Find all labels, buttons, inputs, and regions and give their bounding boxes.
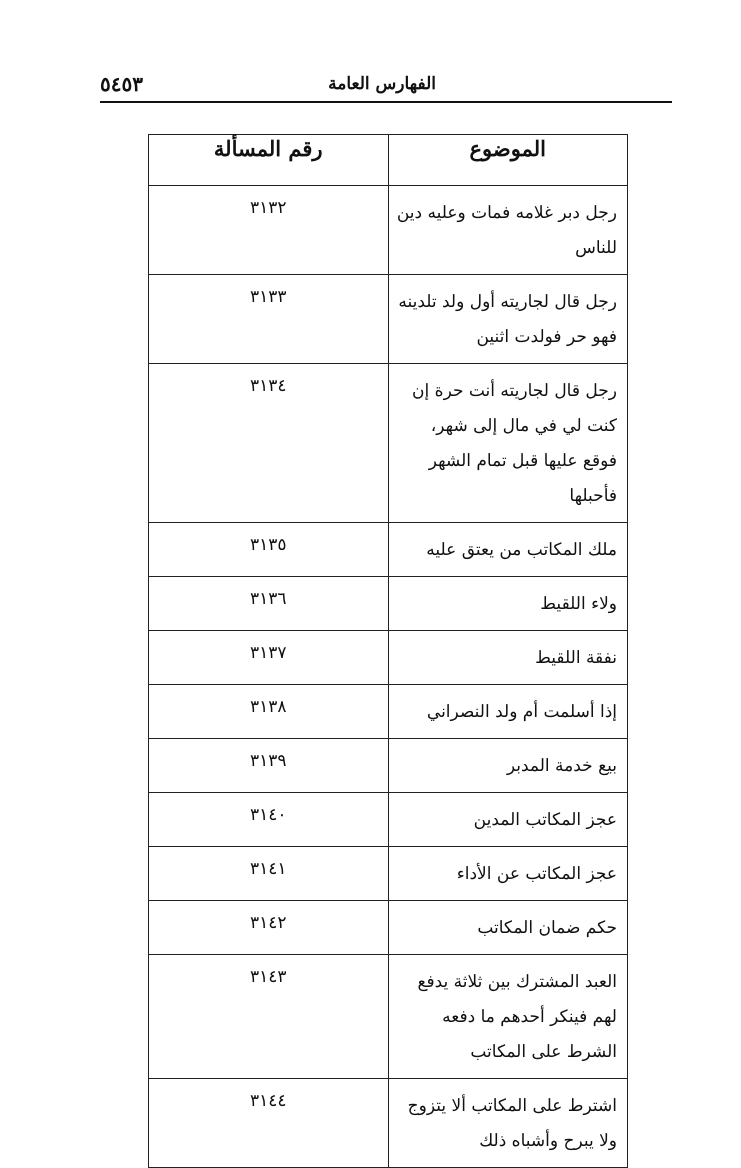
subject-cell: ولاء اللقيط [388, 577, 628, 631]
page-header [100, 72, 672, 102]
table-row [149, 275, 628, 364]
number-cell: ٣١٤٢ [149, 901, 389, 955]
number-cell: ٣١٣٦ [149, 577, 389, 631]
table-row [149, 186, 628, 275]
table-row [149, 955, 628, 1079]
subject-cell: رجل دبر غلامه فمات وعليه دين للناس [388, 186, 628, 275]
subject-cell: رجل قال لجاريته أنت حرة إن كنت لي في مال إلى شهر، فوقع عليها قبل تمام الشهر فأحبلها [388, 364, 628, 523]
table-row [149, 1079, 628, 1168]
number-cell: ٣١٣٢ [149, 186, 389, 275]
table-row [149, 793, 628, 847]
subject-cell: رجل قال لجاريته أول ولد تلدينه فهو حر فولدت اثنين [388, 275, 628, 364]
table-row [149, 685, 628, 739]
number-cell: ٣١٤٠ [149, 793, 389, 847]
subject-cell: العبد المشترك بين ثلاثة يدفع لهم فينكر أحدهم ما دفعه الشرط على المكاتب [388, 955, 628, 1079]
subject-cell: نفقة اللقيط [388, 631, 628, 685]
number-cell: ٣١٣٧ [149, 631, 389, 685]
subject-cell: عجز المكاتب المدين [388, 793, 628, 847]
column-header-subject: الموضوع [388, 135, 628, 186]
table-row [149, 364, 628, 523]
number-cell: ٣١٣٣ [149, 275, 389, 364]
table-row [149, 523, 628, 577]
index-table [148, 134, 628, 1168]
table-row [149, 739, 628, 793]
subject-cell: حكم ضمان المكاتب [388, 901, 628, 955]
column-header-number: رقم المسألة [149, 135, 389, 186]
subject-cell: ملك المكاتب من يعتق عليه [388, 523, 628, 577]
table-row [149, 901, 628, 955]
table-row [149, 631, 628, 685]
number-cell: ٣١٤١ [149, 847, 389, 901]
subject-cell: اشترط على المكاتب ألا يتزوج ولا يبرح وأشباه ذلك [388, 1079, 628, 1168]
table-row [149, 847, 628, 901]
table-row [149, 577, 628, 631]
running-title: الفهارس العامة [328, 74, 436, 94]
subject-cell: عجز المكاتب عن الأداء [388, 847, 628, 901]
number-cell: ٣١٣٩ [149, 739, 389, 793]
table-header-row [149, 135, 628, 186]
number-cell: ٣١٣٤ [149, 364, 389, 523]
page-number: ٥٤٥٣ [100, 72, 143, 96]
number-cell: ٣١٤٣ [149, 955, 389, 1079]
header-rule [100, 101, 672, 103]
subject-cell: إذا أسلمت أم ولد النصراني [388, 685, 628, 739]
number-cell: ٣١٤٤ [149, 1079, 389, 1168]
number-cell: ٣١٣٥ [149, 523, 389, 577]
subject-cell: بيع خدمة المدبر [388, 739, 628, 793]
number-cell: ٣١٣٨ [149, 685, 389, 739]
